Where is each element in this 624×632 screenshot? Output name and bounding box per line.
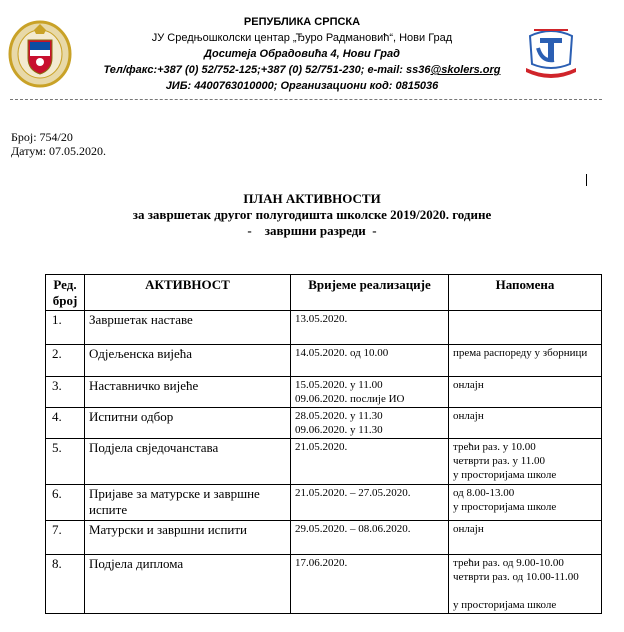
plan-subtitle: за завршетак другог полугодишта школске 2019/2020. године: [132, 207, 492, 222]
row-activity: Наставничко вијеће: [85, 377, 291, 408]
table-row: [46, 408, 602, 439]
row-number: 8.: [46, 555, 85, 614]
row-activity: Матурски и завршни испити: [85, 521, 291, 555]
contact-line: Тел/факс:+387 (0) 52/752-125;+387 (0) 52/751-230; e-mail: ss36@skolers.org: [103, 64, 501, 76]
row-time: 28.05.2020. у 11.30 09.06.2020. у 11.30: [291, 408, 449, 439]
row-activity: Подјела диплома: [85, 555, 291, 614]
school-logo-icon: [520, 22, 582, 84]
table-row: [46, 439, 602, 485]
row-number: 5.: [46, 439, 85, 485]
document-meta: [11, 130, 106, 158]
row-time: 21.05.2020. – 27.05.2020.: [291, 485, 449, 521]
plan-subtitle-grades: - завршни разреди -: [247, 223, 377, 238]
activity-table: [45, 274, 602, 614]
row-note: трећи раз. у 10.00 четврти раз. у 11.00 у просторијама школе: [449, 439, 602, 485]
text-cursor: [586, 174, 587, 186]
row-time: 29.05.2020. – 08.06.2020.: [291, 521, 449, 555]
row-note: [449, 311, 602, 345]
row-note: трећи раз. од 9.00-10.00 четврти раз. од 10.00-11.00 у просторијама школе: [449, 555, 602, 614]
table-row: [46, 521, 602, 555]
table-row: [46, 345, 602, 377]
table-row: [46, 555, 602, 614]
table-row: [46, 311, 602, 345]
table-header-row: [46, 275, 602, 311]
row-activity: Испитни одбор: [85, 408, 291, 439]
row-number: 4.: [46, 408, 85, 439]
email-link[interactable]: @skolers.org: [430, 64, 501, 76]
row-note: онлајн: [449, 408, 602, 439]
table-row: [46, 485, 602, 521]
letterhead-text: [92, 14, 512, 94]
document-number: Број: 754/20: [11, 130, 73, 144]
letterhead: [0, 0, 624, 110]
row-number: 7.: [46, 521, 85, 555]
row-activity: Пријаве за матурске и завршне испите: [85, 485, 291, 521]
row-time: 17.06.2020.: [291, 555, 449, 614]
row-number: 1.: [46, 311, 85, 345]
registry-line: ЈИБ: 4400763010000; Организациони код: 0815036: [165, 80, 439, 92]
row-activity: Одјељенска вијећа: [85, 345, 291, 377]
coat-of-arms-icon: [8, 18, 72, 88]
col-header-time: Вријеме реализације: [291, 275, 449, 311]
col-header-note: Напомена: [449, 275, 602, 311]
row-time: 15.05.2020. у 11.00 09.06.2020. послије ИО: [291, 377, 449, 408]
row-activity: Завршетак наставе: [85, 311, 291, 345]
col-header-activity: АКТИВНОСТ: [85, 275, 291, 311]
row-time: 14.05.2020. од 10.00: [291, 345, 449, 377]
document-date: Датум: 07.05.2020.: [11, 144, 107, 158]
plan-title: ПЛАН АКТИВНОСТИ: [243, 191, 381, 206]
school-name: ЈУ Средњошколски центар „Ђуро Радмановић“, Нови Град: [151, 32, 453, 44]
row-note: од 8.00-13.00 у просторијама школе: [449, 485, 602, 521]
col-header-number: Ред. број: [46, 275, 85, 311]
header-divider: [10, 99, 602, 100]
school-address: Доситеја Обрадовића 4, Нови Град: [204, 48, 400, 60]
republic-name: РЕПУБЛИКА СРПСКА: [243, 16, 361, 28]
table-row: [46, 377, 602, 408]
row-note: према распореду у зборници: [449, 345, 602, 377]
row-number: 6.: [46, 485, 85, 521]
row-activity: Подјела свједочанстава: [85, 439, 291, 485]
row-note: онлајн: [449, 377, 602, 408]
row-time: 21.05.2020.: [291, 439, 449, 485]
row-number: 2.: [46, 345, 85, 377]
row-time: 13.05.2020.: [291, 311, 449, 345]
row-number: 3.: [46, 377, 85, 408]
row-note: онлајн: [449, 521, 602, 555]
